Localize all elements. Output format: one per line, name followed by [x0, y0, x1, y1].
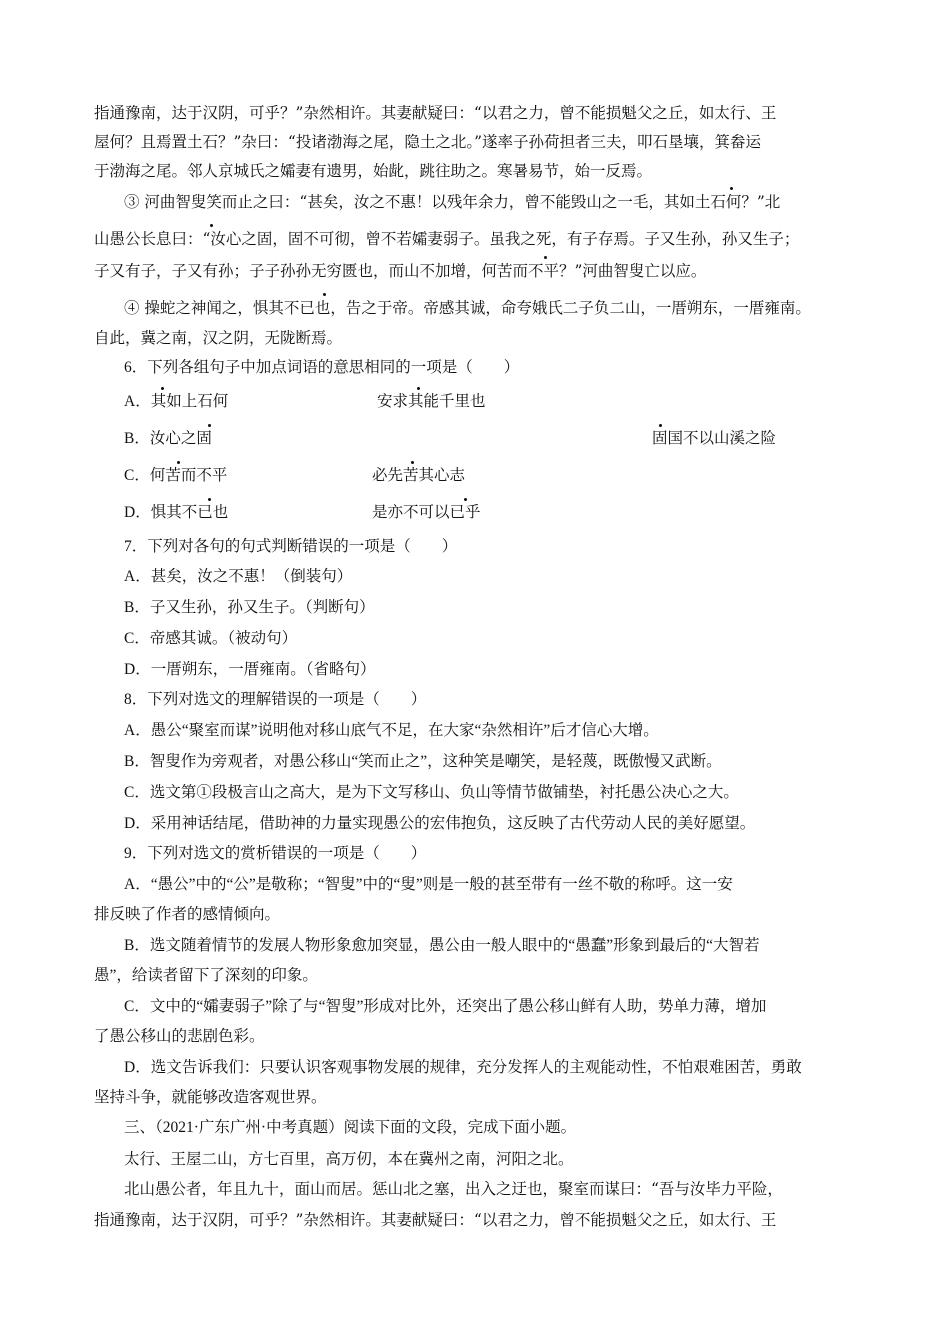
q8-option-b: B．智叟作为旁观者，对愚公移山“笑而止之”，这种笑是嘲笑，是轻蔑，既傲慢又武断。 — [124, 753, 722, 770]
emphasis-dot — [652, 428, 668, 430]
q7-option-a: A．甚矣，汝之不惠！（倒装句） — [124, 568, 353, 585]
section-3-passage-line: 指通豫南，达于汉阴，可乎？”杂然相许。其妻献疑曰：“以君之力，曾不能损魁父之丘，如太行、王 — [94, 1211, 777, 1229]
q8-option-a: A．愚公“聚室而谋”说明他对移山底气不足，在大家“杂然相许”后才信心大增。 — [124, 722, 659, 739]
q6-option-d-right: 是亦不可以已乎 — [372, 504, 481, 521]
q7-option-c: C．帝感其诚。（被动句） — [124, 630, 298, 647]
emphasis-dot — [201, 502, 217, 504]
q6-option-a-right: 安求其能千里也 — [377, 393, 486, 410]
q9-option-a-line: A．“愚公”中的“公”是敬称；“智叟”中的“叟”则是一般的甚至带有一丝不敬的称呼。这一安 — [124, 876, 733, 893]
emphasis-dot — [457, 502, 473, 504]
q9-option-b-line: B．选文随着情节的发展人物形象愈加突显，愚公由一般人眼中的“愚蠢”形象到最后的“大智若 — [124, 937, 760, 954]
q9-option-a-line: 排反映了作者的感情倾向。 — [94, 906, 281, 923]
q8-option-d: D．采用神话结尾，借助神的力量实现愚公的宏伟抱负，这反映了古代劳动人民的美好愿望。 — [124, 815, 756, 832]
section-3-heading: 三、（2021·广东广州·中考真题）阅读下面的文段，完成下面小题。 — [124, 1119, 577, 1136]
passage-paragraph-3-line: ③ 河曲智叟笑而止之曰：“甚矣，汝之不惠！以残年余力，曾不能毁山之一毛，其如土石何？”北 — [124, 193, 781, 211]
q6-option-b-left: B．汝心之固 — [124, 430, 212, 447]
q6-option-c-right: 必先苦其心志 — [372, 467, 466, 484]
q6-option-c-left: C．何苦而不平 — [124, 467, 228, 484]
q7-option-b: B．子又生孙，孙又生子。（判断句） — [124, 599, 375, 616]
emphasis-dot — [203, 228, 219, 230]
q6-option-a-left: A．其如上石何 — [124, 393, 229, 410]
passage-paragraph-3-line: 山愚公长息曰：“汝心之固，固不可彻，曾不若孀妻弱子。虽我之死，有子存焉。子又生孙，孙又生子； — [94, 230, 800, 248]
passage-line: 于渤海之尾。邻人京城氏之孀妻有遗男，始龀，跳往助之。寒暑易节，始一反焉。 — [94, 162, 653, 180]
emphasis-dot — [404, 465, 420, 467]
emphasis-dot — [170, 465, 186, 467]
q6-option-b-right: 固国不以山溪之险 — [652, 430, 777, 447]
question-7-stem: 7．下列对各句的句式判断错误的一项是（ ） — [124, 538, 458, 555]
q9-option-c-line: 了愚公移山的悲剧色彩。 — [94, 1028, 265, 1045]
section-3-passage-line: 太行、王屋二山，方七百里，高万仞，本在冀州之南，河阳之北。 — [124, 1150, 574, 1168]
q9-option-c-line: C．文中的“孀妻弱子”除了与“智叟”形成对比外，还突出了愚公移山鲜有人助，势单力薄，增加 — [124, 998, 767, 1015]
q8-option-c: C．选文第①段极言山之高大，是为下文写移山、负山等情节做铺垫，衬托愚公决心之大。 — [124, 784, 739, 801]
question-6-stem: 6．下列各组句子中加点词语的意思相同的一项是（ ） — [124, 359, 520, 376]
emphasis-dot — [537, 260, 553, 262]
passage-paragraph-4-line: ④ 操蛇之神闻之，惧其不已也，告之于帝。帝感其诚，命夸娥氏二子负二山，一厝朔东，一厝雍南。 — [124, 299, 811, 317]
emphasis-dot — [723, 191, 739, 193]
q7-option-d: D．一厝朔东，一厝雍南。（省略句） — [124, 661, 376, 678]
emphasis-dot — [154, 391, 170, 393]
section-3-passage-line: 北山愚公者，年且九十，面山而居。惩山北之塞，出入之迂也，聚室而谋曰：“吾与汝毕力平险， — [124, 1180, 783, 1198]
emphasis-dot — [201, 428, 217, 430]
question-8-stem: 8．下列对选文的理解错误的一项是（ ） — [124, 691, 427, 708]
passage-paragraph-3-line: 子又有子，子又有孙；子子孙孙无穷匮也，而山不加增，何苦而不平？”河曲智叟亡以应。 — [94, 262, 707, 280]
q9-option-d-line: 坚持斗争，就能够改造客观世界。 — [94, 1089, 327, 1106]
emphasis-dot — [316, 297, 332, 299]
passage-line: 指通豫南，达于汉阴，可乎？”杂然相许。其妻献疑曰：“以君之力，曾不能损魁父之丘，如太行、王 — [94, 104, 777, 122]
q9-option-b-line: 愚”，给读者留下了深刻的印象。 — [94, 967, 318, 984]
passage-paragraph-4-line: 自此，冀之南，汉之阴，无陇断焉。 — [94, 329, 343, 347]
q9-option-d-line: D．选文告诉我们：只要认识客观事物发展的规律，充分发挥人的主观能动性，不怕艰难困苦，勇敢 — [124, 1059, 802, 1076]
question-9-stem: 9．下列对选文的赏析错误的一项是（ ） — [124, 845, 427, 862]
passage-line: 屋何？且焉置土石？”杂曰：“投诸渤海之尾，隐土之北。”遂率子孙荷担者三夫，叩石垦壤，箕畚运 — [94, 133, 762, 151]
emphasis-dot — [410, 391, 426, 393]
q6-option-d-left: D．惧其不已也 — [124, 504, 229, 521]
